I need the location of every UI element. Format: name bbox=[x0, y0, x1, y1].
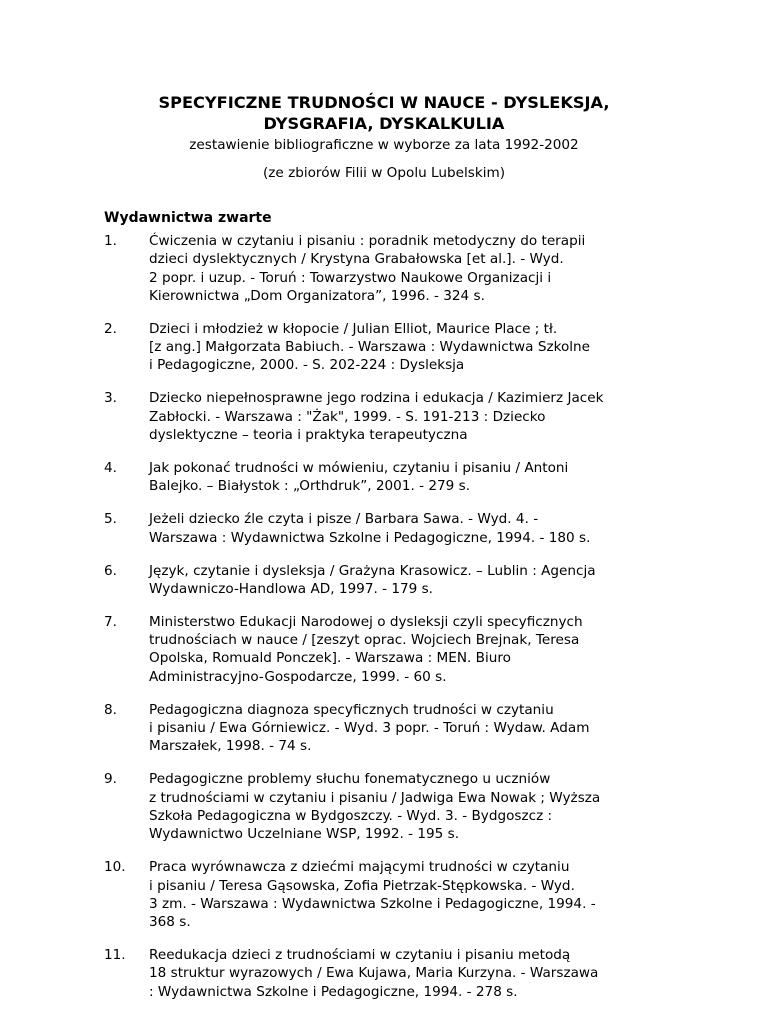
entry-text: Reedukacja dzieci z trudnościami w czytaniu i pisaniu metodą 18 struktur wyrazowych / Ewa Kujawa, Maria Kurzyna. - Warszawa : Wydawnictwa Szkolne i Pedagogiczne, 1994. - 278 s. bbox=[149, 947, 599, 1000]
bibliography-entry bbox=[104, 232, 684, 305]
bibliography-entry bbox=[104, 562, 684, 599]
entry-text: Dziecko niepełnosprawne jego rodzina i edukacja / Kazimierz Jacek Zabłocki. - Warszawa : "Żak", 1999. - S. 191-213 : Dziecko dyslektyczne – teoria i praktyka terapeutyczna bbox=[149, 390, 604, 444]
entry-number: 3. bbox=[104, 390, 117, 407]
entry-number: 9. bbox=[104, 771, 117, 788]
entry-number: 4. bbox=[104, 460, 117, 477]
entry-text: Ćwiczenia w czytaniu i pisaniu : poradnik metodyczny do terapii dzieci dyslektycznych / Krystyna Grabałowska [et al.]. - Wyd. 2 popr. i uzup. - Toruń : Towarzystwo Naukowe Organizacji i Kierownictwa „Dom Organizatora”, 1996. - 324 s. bbox=[149, 233, 586, 304]
subtitle-source: (ze zbiorów Filii w Opolu Lubelskim) bbox=[262, 165, 506, 181]
entry-number: 1. bbox=[104, 233, 117, 249]
entry-text: Pedagogiczne problemy słuchu fonematycznego u uczniów z trudnościami w czytaniu i pisaniu / Jadwiga Ewa Nowak ; Wyższa Szkoła Pedagogiczna w Bydgoszczy. - Wyd. 3. - Bydgoszcz : Wydawnictwo Uczelniane WSP, 1992. - 195 s. bbox=[149, 771, 601, 843]
bibliography-entry bbox=[104, 510, 684, 547]
bibliography-list bbox=[104, 232, 684, 1016]
bibliography-entry bbox=[104, 770, 684, 843]
subtitle-description: zestawienie bibliograficzne w wyborze za lata 1992-2002 bbox=[189, 137, 579, 153]
entry-number: 2. bbox=[104, 320, 117, 337]
bibliography-entry bbox=[104, 613, 684, 686]
entry-number: 7. bbox=[104, 613, 117, 630]
title-line-1: SPECYFICZNE TRUDNOŚCI W NAUCE - DYSLEKSJA, bbox=[158, 93, 610, 112]
bibliography-entry bbox=[104, 946, 684, 1001]
entry-number: 10. bbox=[104, 859, 126, 876]
entry-text: Język, czytanie i dysleksja / Grażyna Krasowicz. – Lublin : Agencja Wydawniczo-Handlowa AD, 1997. - 179 s. bbox=[149, 562, 596, 597]
bibliography-entry bbox=[104, 320, 684, 375]
entry-text: Jak pokonać trudności w mówieniu, czytaniu i pisaniu / Antoni Balejko. – Białystok : „Orthdruk”, 2001. - 279 s. bbox=[149, 460, 569, 495]
entry-text: Ministerstwo Edukacji Narodowej o dysleksji czyli specyficznych trudnościach w nauce / [zeszyt oprac. Wojciech Brejnak, Teresa Opolska, Romuald Ponczek]. - Warszawa : MEN. Biuro Administracyjno-Gospodarcze, 1999. - 60 s. bbox=[149, 613, 583, 685]
entry-number: 8. bbox=[104, 701, 117, 718]
section-heading: Wydawnictwa zwarte bbox=[104, 210, 272, 226]
bibliography-entry bbox=[104, 701, 684, 756]
entry-text: Pedagogiczna diagnoza specyficznych trudności w czytaniu i pisaniu / Ewa Górniewicz. - Wyd. 3 popr. - Toruń : Wydaw. Adam Marszałek, 1998. - 74 s. bbox=[149, 701, 590, 755]
title-line-2: DYSGRAFIA, DYSKALKULIA bbox=[263, 114, 505, 133]
document-title bbox=[100, 92, 668, 134]
entry-text: Praca wyrównawcza z dziećmi mającymi trudności w czytaniu i pisaniu / Teresa Gąsowska, Zofia Pietrzak-Stępkowska. - Wyd. 3 zm. - Warszawa : Wydawnictwa Szkolne i Pedagogiczne, 1994. - 368 s. bbox=[149, 859, 596, 931]
entry-number: 5. bbox=[104, 511, 117, 528]
bibliography-entry bbox=[104, 459, 684, 496]
bibliography-entry bbox=[104, 389, 684, 444]
entry-number: 6. bbox=[104, 562, 117, 579]
entry-text: Dzieci i młodzież w kłopocie / Julian Elliot, Maurice Place ; tł. [z ang.] Małgorzata Babiuch. - Warszawa : Wydawnictwa Szkolne i Pedagogiczne, 2000. - S. 202-224 : Dysleksja bbox=[149, 320, 591, 374]
entry-number: 11. bbox=[104, 947, 126, 964]
entry-text: Jeżeli dziecko źle czyta i pisze / Barbara Sawa. - Wyd. 4. - Warszawa : Wydawnictwa Szkolne i Pedagogiczne, 1994. - 180 s. bbox=[149, 511, 591, 546]
bibliography-entry bbox=[104, 858, 684, 931]
